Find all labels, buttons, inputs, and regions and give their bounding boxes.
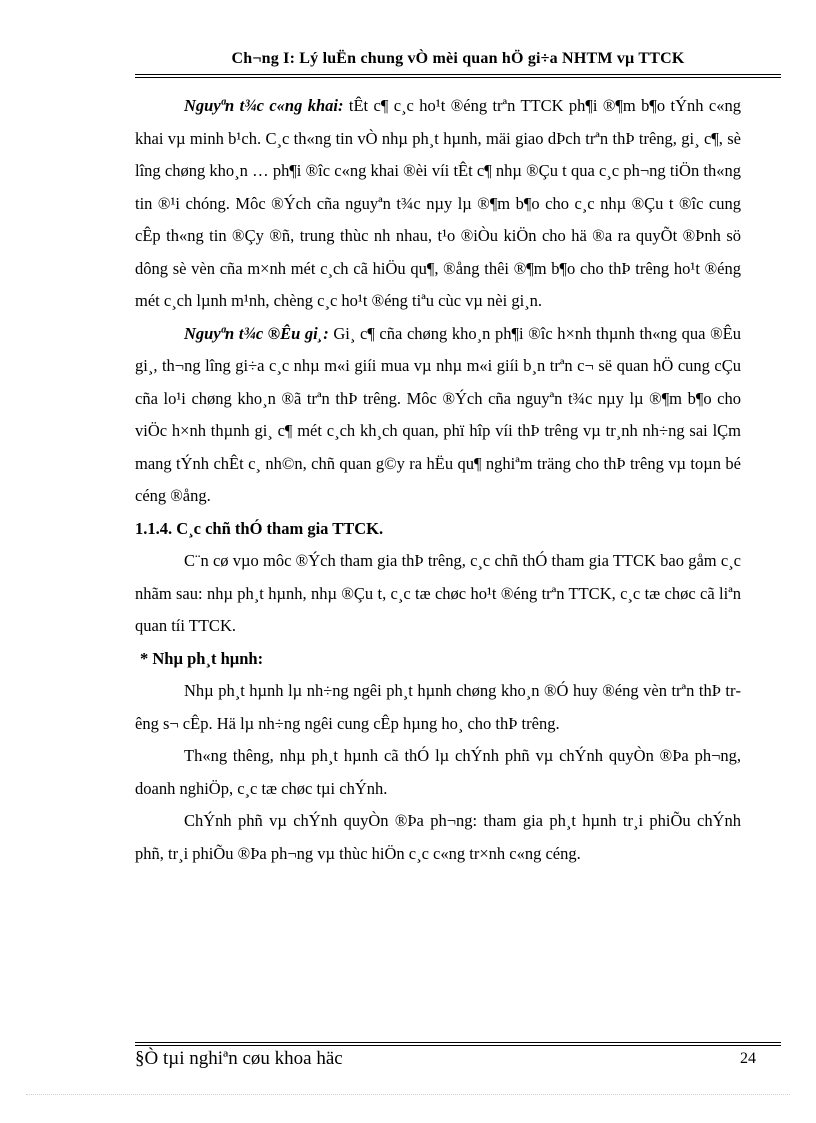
disclosure-principle-text: tÊt c¶ c¸c ho¹t ®éng trªn TTCK ph¶i ®¶m b¶o tÝnh c«ng khai vµ minh b¹ch. C¸c th«ng tin vÒ nhµ ph¸t hµnh, mäi giao dÞch trªn thÞ trêng, gi¸ c¶, sè lîng chøng kho¸n … ph¶i ®îc c«ng khai ®èi víi tÊt c¶ nhµ ®Çu t qua c¸c ph¬ng tiÖn th«ng tin ®¹i chóng. Môc ®Ých cña nguyªn t¾c nµy lµ ®¶m b¶o cho c¸c nhµ ®Çu t ®îc cung cÊp th«ng tin ®Çy ®ñ, trung thùc nh nhau, t¹o ®iÒu kiÖn cho hä ®a ra quyÕt ®Þnh sö dông sè vèn cña m×nh mét c¸ch cã hiÖu qu¶, ®ång thêi ®¶m b¶o cho thÞ trêng ho¹t ®éng mét c¸ch lµnh m¹nh, chèng c¸c ho¹t ®éng tiªu cùc vµ nèi gi¸n.	[135, 96, 741, 310]
footer-rule-bottom	[135, 1045, 781, 1046]
paragraph-disclosure-principle	[135, 90, 741, 318]
page-bottom-divider	[26, 1094, 790, 1095]
chapter-header-title: Ch¬ng I: Lý luËn chung vÒ mèi quan hÖ gi÷a NHTM vµ TTCK	[231, 50, 685, 67]
section-heading: 1.1.4. C¸c chñ thÓ tham gia TTCK.	[135, 518, 384, 538]
paragraph-issuer-definition: Nhµ ph¸t hµnh lµ nh÷ng ngêi ph¸t hµnh chøng kho¸n ®Ó huy ®éng vèn trªn thÞ trêng s¬ cÊp. Hä lµ nh÷ng ngêi cung cÊp hµng ho¸ cho thÞ trêng.	[135, 681, 741, 733]
footer-title: §Ò tµi nghiªn cøu khoa häc	[135, 1048, 343, 1069]
paragraph-issuer-types: Th«ng thêng, nhµ ph¸t hµnh cã thÓ lµ chÝnh phñ vµ chÝnh quyÒn ®Þa ph¬ng, doanh nghiÖp, c¸c tæ chøc tµi chÝnh.	[135, 746, 741, 798]
auction-principle-lead: Nguyªn t¾c ®Êu gi¸:	[184, 323, 329, 343]
bullet-heading-issuer: * Nhµ ph¸t hµnh:	[140, 648, 264, 668]
footer-rule-top	[135, 1042, 781, 1043]
paragraph-government-issuer: ChÝnh phñ vµ chÝnh quyÒn ®Þa ph¬ng: tham gia ph¸t hµnh tr¸i phiÕu chÝnh phñ, tr¸i phiÕu ®Þa ph¬ng vµ thùc hiÖn c¸c c«ng tr×nh c«ng céng.	[135, 811, 741, 863]
paragraph-participants: C¨n cø vµo môc ®Ých tham gia thÞ trêng, c¸c chñ thÓ tham gia TTCK bao gåm c¸c nhãm sau: nhµ ph¸t hµnh, nhµ ®Çu t, c¸c tæ chøc ho¹t ®éng trªn TTCK, c¸c tæ chøc cã liªn quan tíi TTCK.	[135, 551, 741, 635]
page-number: 24	[740, 1050, 756, 1067]
paragraph-auction-principle	[135, 318, 741, 513]
header-rule-top	[135, 74, 781, 75]
auction-principle-text: Gi¸ c¶ cña chøng kho¸n ph¶i ®îc h×nh thµnh th«ng qua ®Êu gi¸, th¬ng lîng gi÷a c¸c nhµ m«i giíi mua vµ nhµ m«i giíi b¸n trªn c¬ së quan hÖ cung cÇu cña lo¹i chøng kho¸n ®ã trªn thÞ trêng. Môc ®Ých cña nguyªn t¾c nµy lµ ®¶m b¶o cho viÖc h×nh thµnh gi¸ c¶ mét c¸ch kh¸ch quan, phï hîp víi thÞ trêng vµ tr¸nh nh÷ng sai lÇm mang tÝnh chÊt c¸ nh©n, chñ quan g©y ra hËu qu¶ nghiªm träng cho thÞ trêng vµ toµn bé céng ®ång.	[135, 323, 741, 505]
page-content	[135, 90, 741, 870]
disclosure-principle-lead: Nguyªn t¾c c«ng khai:	[184, 96, 344, 115]
header-rule-bottom	[135, 77, 781, 78]
